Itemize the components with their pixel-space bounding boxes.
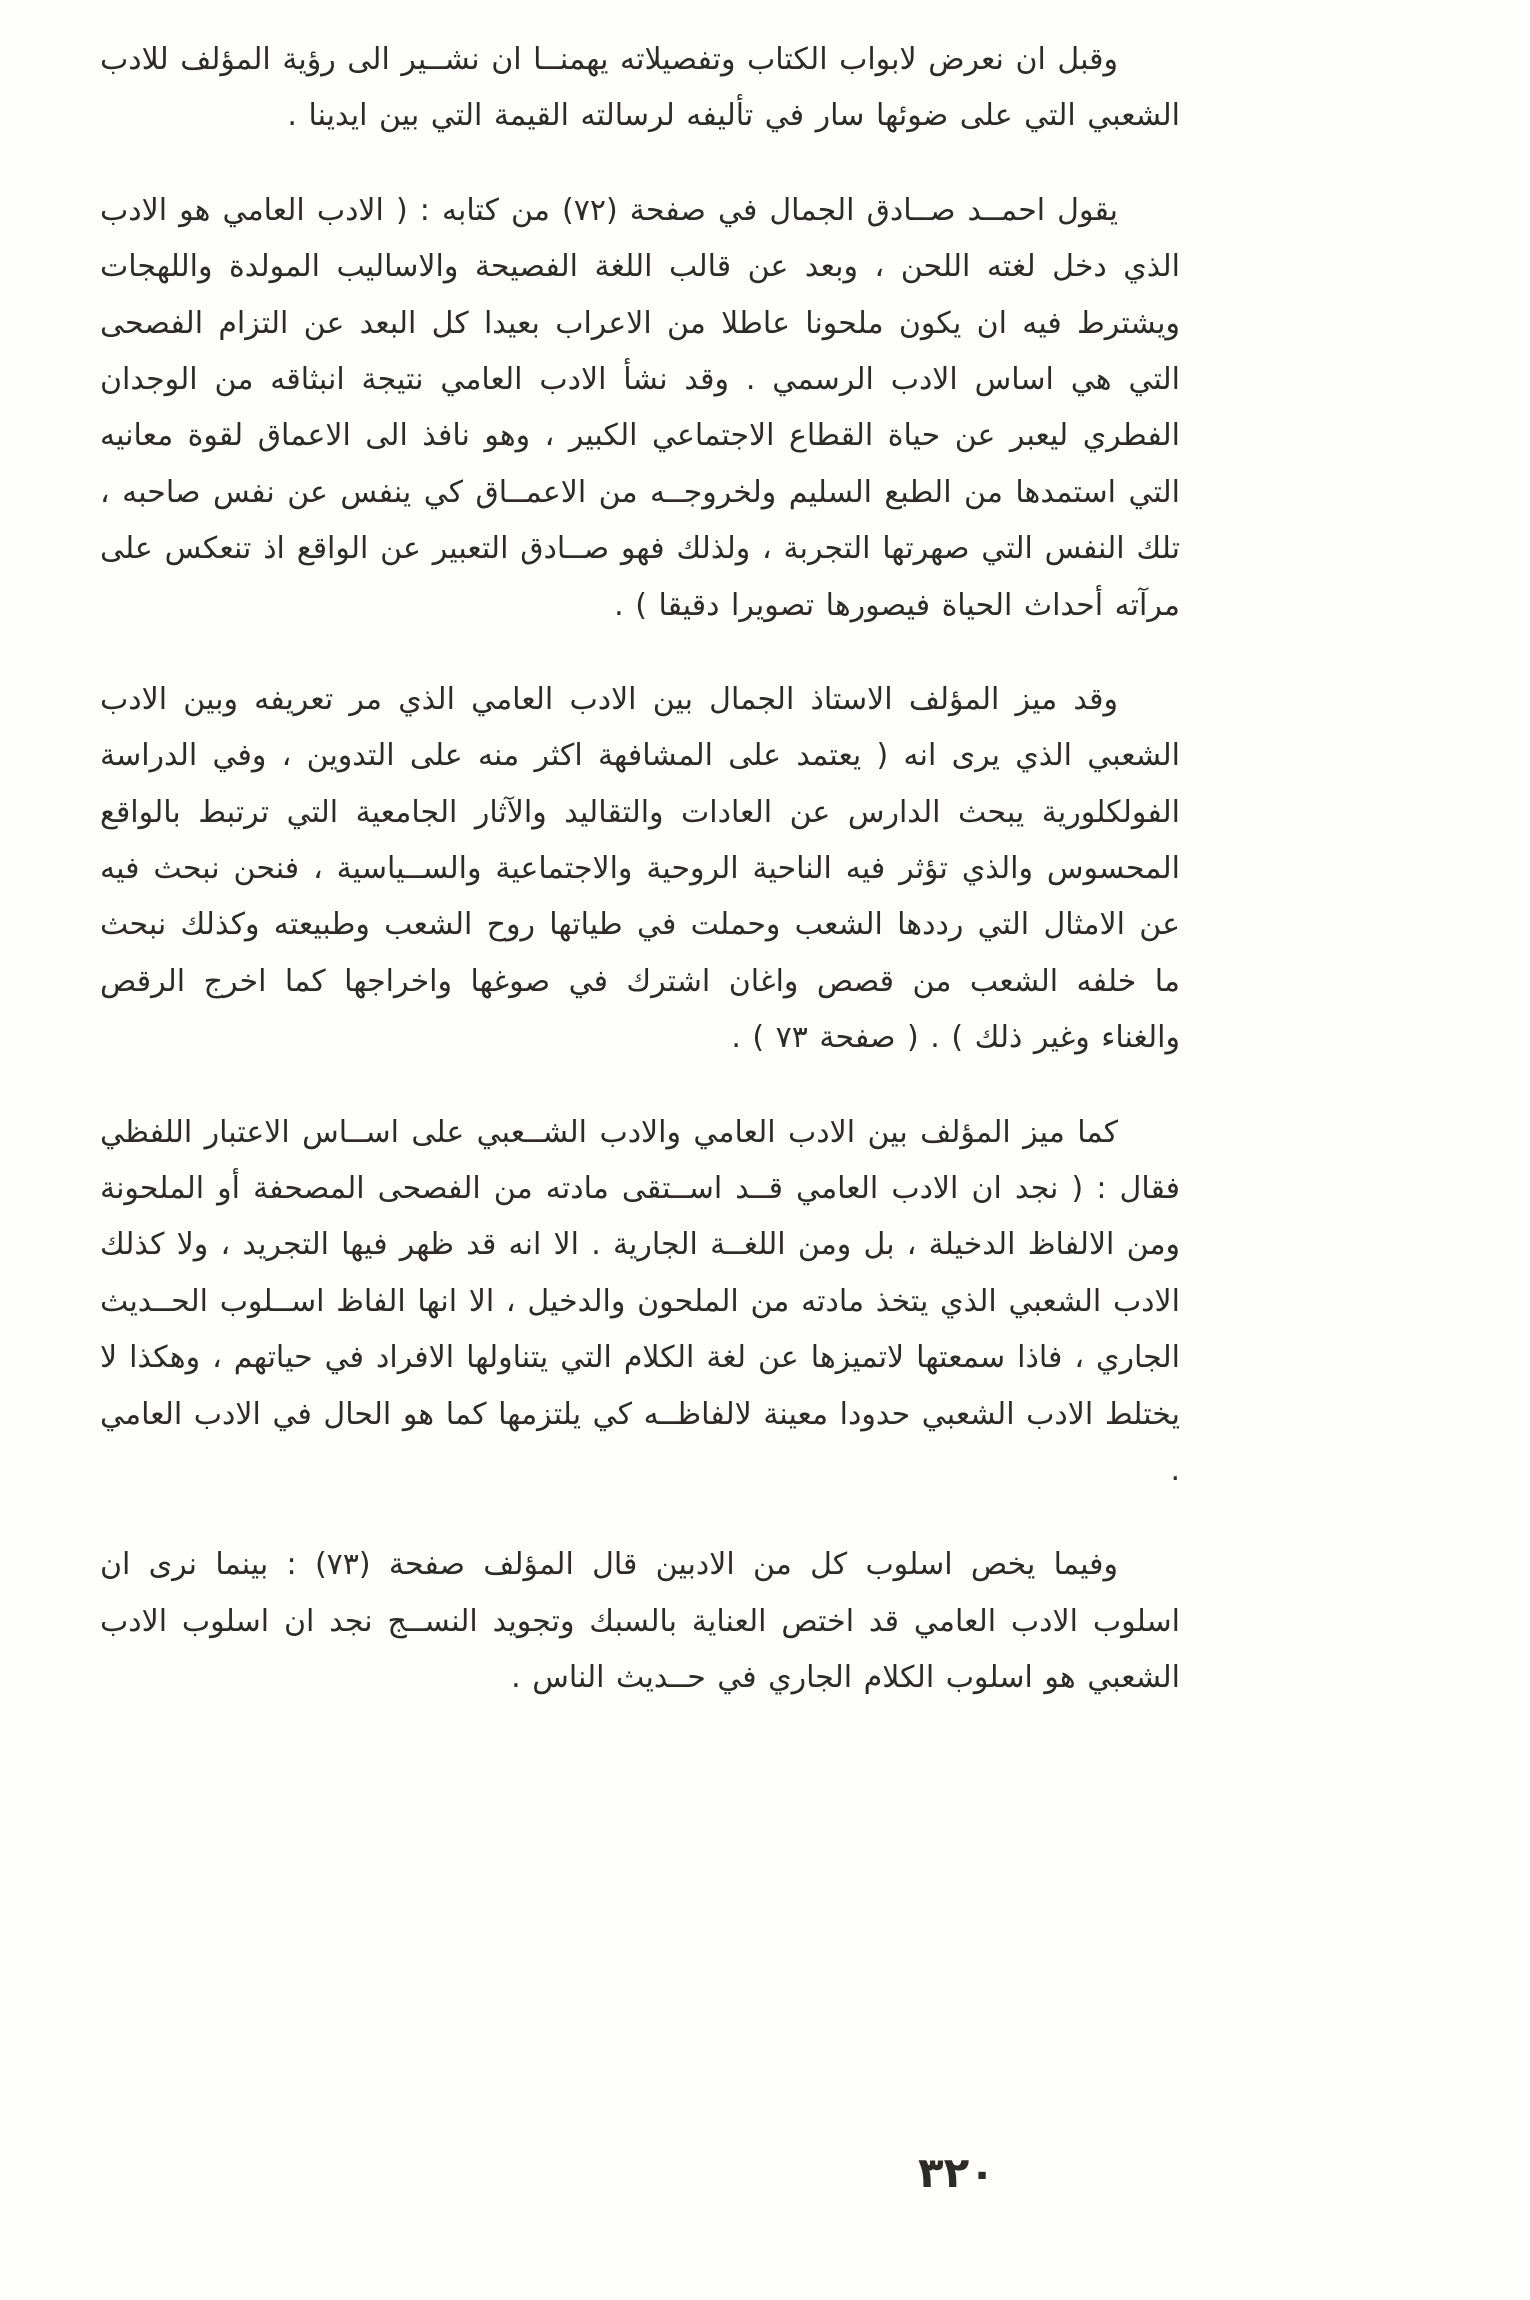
paragraph-verbal-consideration: كما ميز المؤلف بين الادب العامي والادب الشــعبي على اســاس الاعتبار اللفظي فقال : ( نجد ان الادب العامي قــد اســتقى مادته من الفصحى المصحفة أو الملحونة ومن الالفاظ الدخيلة ، بل ومن اللغــة الجارية . الا انه قد ظهر فيها التجريد ، ولا كذلك الادب الشعبي الذي يتخذ مادته من الملحون والدخيل ، الا انها الفاظ اســلوب الحــديث الجاري ، فاذا سمعتها لاتميزها عن لغة الكلام التي يتناولها الافراد في حياتهم ، وهكذا لا يختلط الادب الشعبي حدودا معينة لالفاظــه كي يلتزمها كما هو الحال في الادب العامي .: [100, 1114, 1180, 1488]
page-text: [100, 32, 1180, 1707]
paragraph-intro: وقبل ان نعرض لابواب الكتاب وتفصيلاته يهمنــا ان نشــير الى رؤية المؤلف للادب الشعبي التي على ضوئها سار في تأليفه لرسالته القيمة التي بين ايدينا .: [100, 42, 1180, 134]
page-number: ٣٢٠: [918, 2148, 995, 2197]
paragraph-style-comparison: وفيما يخص اسلوب كل من الادبين قال المؤلف صفحة (٧٣) : بينما نرى ان اسلوب الادب العامي قد اختص العناية بالسبك وتجويد النســج نجد ان اسلوب الادب الشعبي هو اسلوب الكلام الجاري في حــديث الناس .: [100, 1547, 1180, 1696]
paragraph-quote-jamal-definition: يقول احمــد صــادق الجمال في صفحة (٧٢) من كتابه : ( الادب العامي هو الادب الذي دخل لغته اللحن ، وبعد عن قالب اللغة الفصيحة والاساليب المولدة واللهجات ويشترط فيه ان يكون ملحونا عاطلا من الاعراب بعيدا كل البعد عن التزام الفصحى التي هي اساس الادب الرسمي . وقد نشأ الادب العامي نتيجة انبثاقه من الوجدان الفطري ليعبر عن حياة القطاع الاجتماعي الكبير ، وهو نافذ الى الاعماق لقوة معانيه التي استمدها من الطبع السليم ولخروجــه من الاعمــاق كي ينفس عن نفس صاحبه ، تلك النفس التي صهرتها التجربة ، ولذلك فهو صــادق التعبير عن الواقع اذ تنعكس على مرآته أحداث الحياة فيصورها تصويرا دقيقا ) .: [100, 192, 1180, 623]
paragraph-distinction-folk-literature: وقد ميز المؤلف الاستاذ الجمال بين الادب العامي الذي مر تعريفه وبين الادب الشعبي الذي يرى انه ( يعتمد على المشافهة اكثر منه على التدوين ، وفي الدراسة الفولكلورية يبحث الدارس عن العادات والتقاليد والآثار الجامعية التي ترتبط بالواقع المحسوس والذي تؤثر فيه الناحية الروحية والاجتماعية والســياسية ، فنحن نبحث فيه عن الامثال التي رددها الشعب وحملت في طياتها روح الشعب وطبيعته وكذلك نبحث ما خلفه الشعب من قصص واغان اشترك في صوغها واخراجها كما اخرج الرقص والغناء وغير ذلك ) . ( صفحة ٧٣ ) .: [100, 681, 1180, 1056]
